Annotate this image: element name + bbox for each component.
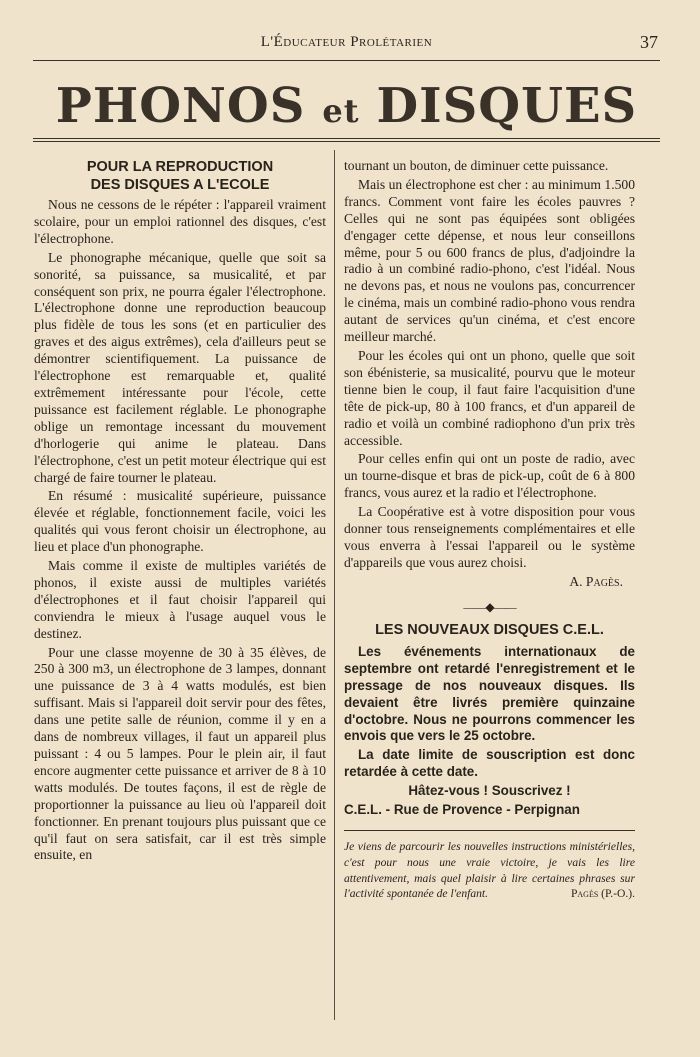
- article-signature: A. Pagès.: [569, 573, 623, 589]
- announcement-address: C.E.L. - Rue de Provence - Perpignan: [344, 801, 580, 817]
- announcement-body: [344, 644, 635, 818]
- article-paragraph: En résumé : musicalité supérieure, puissance élevée et réglable, fonctionnement facile, voici les qualités qui vous feront choisir un électrophone, au lieu et place d'un phonographe.: [34, 488, 326, 555]
- article-paragraph: Mais un électrophone est cher : au minimum 1.500 francs. Comment vont faire les écoles pauvres ? Celles qui ne sont pas équipées sont obligées d'engager cette dépense, et nous leur conseillons même, pour 5 ou 600 francs de plus, d'adjoindre la radio à un combiné radio-phono, c'est l'idéal. Nous ne devons pas, et nous ne voulons pas, concurrencer le cinéma, mais un combiné radio-phono vous rendra autant de services qu'un cinéma, et c'est encore meilleur marché.: [344, 176, 635, 345]
- announcement-paragraph: Les événements internationaux de septembre ont retardé l'enregistrement et le pressage de nos nouveaux disques. Ils devaient être livrés première quinzaine d'octobre. Nous ne pourrons commencer les envois que vers le 25 octobre.: [344, 644, 635, 744]
- quote-box: [344, 830, 635, 901]
- announcement-paragraph: La date limite de souscription est donc retardée à cette date.: [344, 747, 635, 780]
- article-heading-line2: DES DISQUES A L'ECOLE: [90, 177, 270, 193]
- article-paragraph-continued: tournant un bouton, de diminuer cette puissance.: [344, 158, 609, 173]
- column-divider: [334, 150, 335, 1020]
- title-word-et: et: [322, 92, 360, 130]
- article-paragraph: Le phonographe mécanique, quelle que soit sa sonorité, sa puissance, sa musicalité, et par conséquent son prix, ne pourra égaler l'électrophone. L'électrophone donne une reproduction beaucoup plus fidèle de tous les sons (et en particulier des graves et des aigus extrêmes), cela d'ailleurs peut se démontrer scientifiquement. La puissance de l'électrophone est remarquable et, qualité extrêmement intéressante pour l'école, cette puissance est facilement réglable. Le phonographe oblige un remontage incessant du mouvement d'horlogerie qui anime le plateau. Dans l'électrophone, c'est un petit moteur électrique qui est chargé de faire tourner le plateau.: [34, 249, 326, 485]
- article-heading: [34, 158, 326, 194]
- right-column: [344, 158, 635, 902]
- quote-text: Je viens de parcourir les nouvelles instructions ministérielles, c'est pour nous une vraie victoire, je vais les lire attentivement, mais quel plaisir à lire certaines phrases sur l'activité spontanée de l'enfant.: [344, 840, 635, 901]
- section-separator: ——◆——: [463, 599, 516, 614]
- page-header: [33, 30, 660, 61]
- announcement-call-to-action: Hâtez-vous ! Souscrivez !: [408, 782, 571, 798]
- article-heading-line1: POUR LA REPRODUCTION: [86, 159, 274, 175]
- article-paragraph: Nous ne cessons de le répéter : l'appareil vraiment scolaire, pour un emploi rationnel des disques, c'est l'électrophone.: [34, 197, 326, 246]
- page-title: [33, 78, 660, 136]
- article-paragraph: Pour une classe moyenne de 30 à 35 élèves, de 250 à 300 m3, un électrophone de 3 lampes, donnant une puissance de 3 à 4 watts modulés, est bien suffisant. Mais si l'appareil doit servir pour des fêtes, dans une petite salle de réunion, comme il y en a dans de nombreux villages, il faut un appareil plus puissant : 4 ou 5 lampes. Pour le plein air, il faut encore augmenter cette puissance et arriver de 8 à 10 watts modulés. De toutes façons, il est de règle de proportionner la puissance au lieu où l'appareil doit fonctionner. En prenant toujours plus puissant que ce qu'il faut on sera satisfait, car il est très simple ensuite, en: [34, 644, 326, 863]
- article-paragraph: Pour celles enfin qui ont un poste de radio, avec un tourne-disque et bras de pick-up, coût de 6 à 800 francs, vous aurez et la radio et l'électrophone.: [344, 451, 635, 501]
- title-word-disques: DISQUES: [376, 78, 638, 134]
- announcement-title: LES NOUVEAUX DISQUES C.E.L.: [375, 621, 604, 638]
- article-paragraph: La Coopérative est à votre disposition pour vous donner tous renseignements complémentaires et elle vous enverra à l'essai l'appareil ou le système d'appareils que vous aurez choisi.: [344, 504, 635, 570]
- title-word-phonos: PHONOS: [55, 78, 306, 134]
- article-paragraph: Mais comme il existe de multiples variétés de phonos, il existe aussi de multiples variétés d'électrophones et il faut choisir l'appareil qui conviendra le mieux à l'usage auquel vous le destinez.: [34, 558, 326, 641]
- journal-title: L'Éducateur Prolétarien: [260, 34, 433, 50]
- quote-author: Pagès (P.-O.).: [570, 887, 635, 901]
- page-number: 37: [640, 32, 658, 52]
- article-paragraph: Pour les écoles qui ont un phono, quelle que soit son ébénisterie, sa musicalité, pourvu que le moteur tienne bien le coup, il faut faire l'acquisition d'une tête de pick-up, 80 à 100 francs, et d'un appareil de radio et voilà un combiné radiophono d'un prix très accessible.: [344, 347, 635, 448]
- title-rule: [33, 138, 660, 142]
- left-column: [34, 158, 326, 866]
